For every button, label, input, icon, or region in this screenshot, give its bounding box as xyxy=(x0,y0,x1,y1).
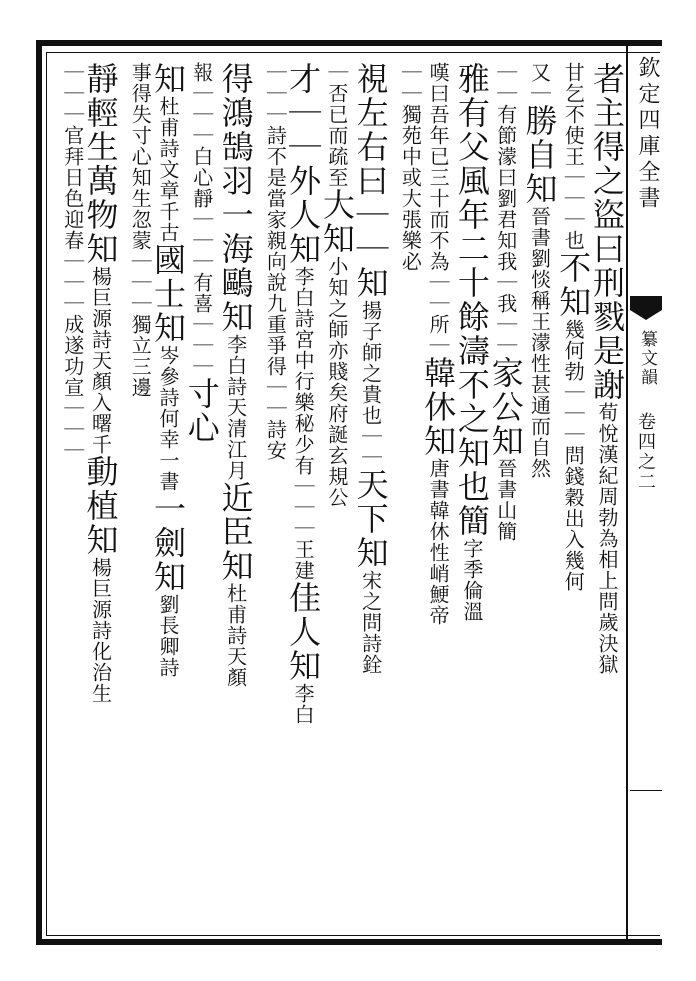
annotation-text: 成遂功宣｜｜｜ xyxy=(60,314,85,461)
annotation-text: 李白 xyxy=(291,683,316,725)
main-text: 外人知 xyxy=(284,164,323,266)
text-column xyxy=(118,62,152,928)
annotation-text: 劉長卿詩 xyxy=(156,594,181,678)
annotation-text: ｜｜｜ xyxy=(60,62,85,125)
annotation-text: 楊巨源詩化治生 xyxy=(88,557,113,704)
annotation-text: 岑參詩何幸一書 xyxy=(156,345,181,492)
annotation-text: 獨苑中或大張樂必 xyxy=(398,104,423,272)
annotation-text: 詩安 xyxy=(263,419,288,461)
main-text: 得鴻鵠羽一 xyxy=(216,62,255,232)
text-column xyxy=(452,62,491,928)
fishtail-mark xyxy=(630,296,662,310)
annotation-text: 生忽蒙｜｜｜ xyxy=(128,188,153,314)
text-column xyxy=(216,62,255,928)
text-column xyxy=(284,62,323,928)
annotation-text: 白心靜｜｜｜ xyxy=(189,146,214,272)
text-column xyxy=(182,62,221,928)
text-column xyxy=(520,62,559,928)
annotation-text: 事得失寸心知 xyxy=(128,62,153,188)
annotation-text: 李白詩宮中行樂秘少有｜｜｜ xyxy=(291,266,316,539)
annotation-text: 晉書山簡 xyxy=(493,458,518,542)
annotation-text: 杜甫詩文章千古 xyxy=(156,96,181,243)
main-text: 不知 xyxy=(554,251,593,319)
main-text: 海鷗知 xyxy=(216,232,255,334)
main-text: 寸心 xyxy=(182,377,221,445)
text-column xyxy=(50,62,84,928)
text-column xyxy=(253,62,287,928)
text-column xyxy=(419,62,458,928)
annotation-text: 小知之師亦賤矣 xyxy=(324,256,349,403)
annotation-text: 揚子師之貴也｜｜ xyxy=(358,300,383,468)
main-text: 知 xyxy=(149,62,188,96)
text-column xyxy=(351,62,390,928)
main-text: 萬物知 xyxy=(81,164,120,266)
annotation-text: 官拜日色迎春｜｜｜ xyxy=(60,125,85,314)
annotation-text: 獨立三邊 xyxy=(128,314,153,398)
annotation-text: 嘆曰吾年已三十而不為｜｜所｜ xyxy=(426,62,451,356)
main-text: 知 xyxy=(351,266,390,300)
annotation-text: 有喜｜｜｜ xyxy=(189,272,214,377)
text-column xyxy=(486,62,525,928)
main-text: 天下知 xyxy=(351,468,390,570)
fold-divider xyxy=(630,790,662,791)
section-title: 纂文韻 xyxy=(637,330,657,387)
annotation-text: ｜｜｜ xyxy=(263,62,288,125)
annotation-text: 幾何勃｜｜｜問錢穀出入幾何 xyxy=(561,319,586,592)
annotation-text: 有節濛曰劉君知我｜我｜｜ xyxy=(493,104,518,356)
text-column xyxy=(317,62,356,928)
annotation-text: 宋之問詩銓 xyxy=(358,570,383,675)
text-column xyxy=(388,62,422,928)
text-column xyxy=(587,62,626,928)
main-text: 勝自知 xyxy=(520,104,559,206)
text-column xyxy=(554,62,593,928)
annotation-text: 報｜｜｜ xyxy=(189,62,214,146)
main-text: 謝 xyxy=(587,368,626,402)
annotation-text: 晉書劉惔稱王濛性甚通而自然 xyxy=(527,206,552,479)
main-text: 才｜｜ xyxy=(284,62,323,164)
annotation-text: 甘乞不使王｜｜｜也 xyxy=(561,62,586,251)
text-column xyxy=(81,62,120,928)
annotation-text: ｜｜ xyxy=(398,62,423,104)
annotation-text: 楊巨源詩天顏入曙千 xyxy=(88,266,113,455)
annotation-text: 字季倫溫 xyxy=(459,538,484,622)
main-text: 佳人知 xyxy=(284,581,323,683)
annotation-text: 府誕玄規公 xyxy=(324,403,349,508)
annotation-text: ｜｜ xyxy=(493,62,518,104)
annotation-text: 又｜ xyxy=(527,62,552,104)
main-text: 國士知 xyxy=(149,243,188,345)
main-text: 近臣知 xyxy=(216,481,255,583)
annotation-text: ｜否已而疏至 xyxy=(324,62,349,188)
main-text: 雅有父風年二十餘濤不之知也簡 xyxy=(452,62,491,538)
main-text: 家公知 xyxy=(486,356,525,458)
volume-label: 卷四之二 xyxy=(635,412,656,492)
annotation-text: 王建 xyxy=(291,539,316,581)
book-title: 欽定四庫全書 xyxy=(635,56,660,212)
annotation-text: 荀悅漢紀周勃為相上問歲決獄 xyxy=(594,402,619,675)
main-text: 動植知 xyxy=(81,455,120,557)
main-text: 韓休知 xyxy=(419,356,458,458)
main-text: 一劍知 xyxy=(149,492,188,594)
annotation-text: 唐書韓休性峭鯁帝 xyxy=(426,458,451,626)
main-text: 者主得之盜曰刑戮是 xyxy=(587,62,626,368)
main-text: 大知 xyxy=(317,188,356,256)
main-text: 視左右曰｜｜ xyxy=(351,62,390,266)
annotation-text: 詩不是當家親向說九重爭得｜｜ xyxy=(263,125,288,419)
annotation-text: 李白詩天清江月 xyxy=(223,334,248,481)
text-column xyxy=(149,62,188,928)
annotation-text: 杜甫詩天顏 xyxy=(223,583,248,688)
main-text: 靜輕生 xyxy=(81,62,120,164)
